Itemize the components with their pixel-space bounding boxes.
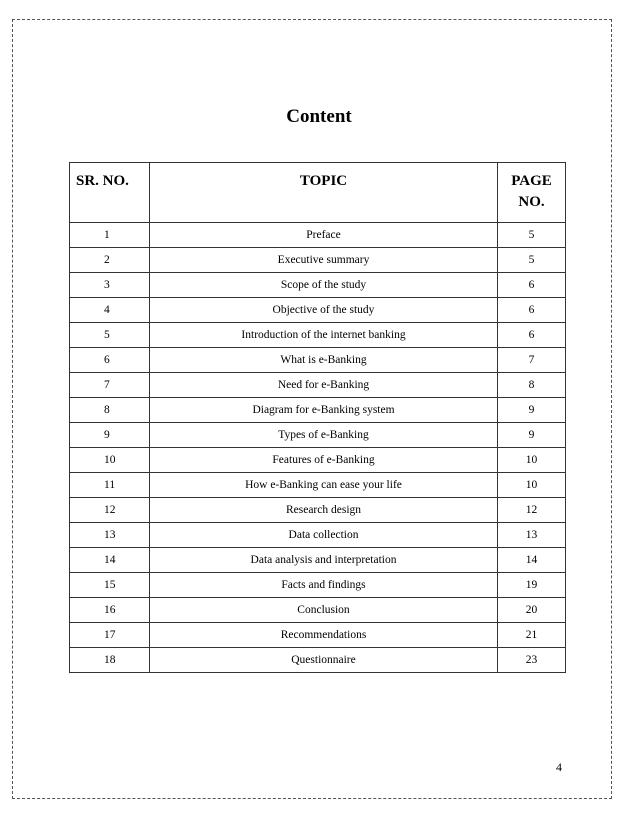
header-page-line1: PAGE xyxy=(511,173,552,189)
cell-sr: 15 xyxy=(70,573,150,598)
cell-sr: 16 xyxy=(70,598,150,623)
cell-topic: How e-Banking can ease your life xyxy=(150,473,498,498)
cell-topic: Types of e-Banking xyxy=(150,423,498,448)
cell-topic: Research design xyxy=(150,498,498,523)
table-row xyxy=(70,348,566,373)
header-page-no xyxy=(498,163,566,223)
cell-page: 21 xyxy=(498,623,566,648)
table-row xyxy=(70,273,566,298)
cell-sr: 10 xyxy=(70,448,150,473)
cell-topic: Diagram for e-Banking system xyxy=(150,398,498,423)
header-sr-no: SR. NO. xyxy=(70,163,150,223)
cell-sr: 11 xyxy=(70,473,150,498)
cell-sr: 6 xyxy=(70,348,150,373)
cell-page: 6 xyxy=(498,298,566,323)
cell-topic: Need for e-Banking xyxy=(150,373,498,398)
cell-sr: 4 xyxy=(70,298,150,323)
cell-topic: Data analysis and interpretation xyxy=(150,548,498,573)
cell-topic: Introduction of the internet banking xyxy=(150,323,498,348)
cell-topic: What is e-Banking xyxy=(150,348,498,373)
cell-sr: 13 xyxy=(70,523,150,548)
table-row xyxy=(70,298,566,323)
table-row xyxy=(70,248,566,273)
cell-topic: Features of e-Banking xyxy=(150,448,498,473)
table-row xyxy=(70,598,566,623)
cell-sr: 12 xyxy=(70,498,150,523)
cell-sr: 2 xyxy=(70,248,150,273)
cell-topic: Scope of the study xyxy=(150,273,498,298)
table-row xyxy=(70,623,566,648)
cell-sr: 9 xyxy=(70,423,150,448)
cell-page: 14 xyxy=(498,548,566,573)
cell-page: 6 xyxy=(498,273,566,298)
table-row xyxy=(70,223,566,248)
cell-page: 6 xyxy=(498,323,566,348)
cell-topic: Data collection xyxy=(150,523,498,548)
table-row xyxy=(70,473,566,498)
table-row xyxy=(70,423,566,448)
cell-page: 12 xyxy=(498,498,566,523)
cell-sr: 1 xyxy=(70,223,150,248)
cell-topic: Objective of the study xyxy=(150,298,498,323)
cell-sr: 3 xyxy=(70,273,150,298)
page-title: Content xyxy=(286,106,352,127)
contents-table xyxy=(69,162,566,673)
cell-sr: 5 xyxy=(70,323,150,348)
cell-sr: 17 xyxy=(70,623,150,648)
cell-topic: Preface xyxy=(150,223,498,248)
cell-page: 10 xyxy=(498,473,566,498)
cell-page: 5 xyxy=(498,248,566,273)
page-number: 4 xyxy=(556,760,562,774)
cell-page: 20 xyxy=(498,598,566,623)
table-row xyxy=(70,323,566,348)
cell-page: 19 xyxy=(498,573,566,598)
table-row xyxy=(70,448,566,473)
header-page-line2: NO. xyxy=(518,194,545,210)
cell-page: 7 xyxy=(498,348,566,373)
cell-sr: 14 xyxy=(70,548,150,573)
cell-sr: 18 xyxy=(70,648,150,673)
cell-topic: Recommendations xyxy=(150,623,498,648)
cell-page: 13 xyxy=(498,523,566,548)
cell-topic: Facts and findings xyxy=(150,573,498,598)
cell-page: 9 xyxy=(498,423,566,448)
cell-page: 5 xyxy=(498,223,566,248)
table-row xyxy=(70,573,566,598)
table-row xyxy=(70,523,566,548)
cell-topic: Executive summary xyxy=(150,248,498,273)
table-row xyxy=(70,398,566,423)
cell-page: 9 xyxy=(498,398,566,423)
cell-page: 8 xyxy=(498,373,566,398)
cell-topic: Questionnaire xyxy=(150,648,498,673)
cell-sr: 8 xyxy=(70,398,150,423)
cell-topic: Conclusion xyxy=(150,598,498,623)
table-row xyxy=(70,548,566,573)
table-row xyxy=(70,498,566,523)
table-row xyxy=(70,373,566,398)
header-topic: TOPIC xyxy=(150,163,498,223)
cell-page: 23 xyxy=(498,648,566,673)
cell-page: 10 xyxy=(498,448,566,473)
table-header-row xyxy=(70,163,566,223)
cell-sr: 7 xyxy=(70,373,150,398)
table-row xyxy=(70,648,566,673)
